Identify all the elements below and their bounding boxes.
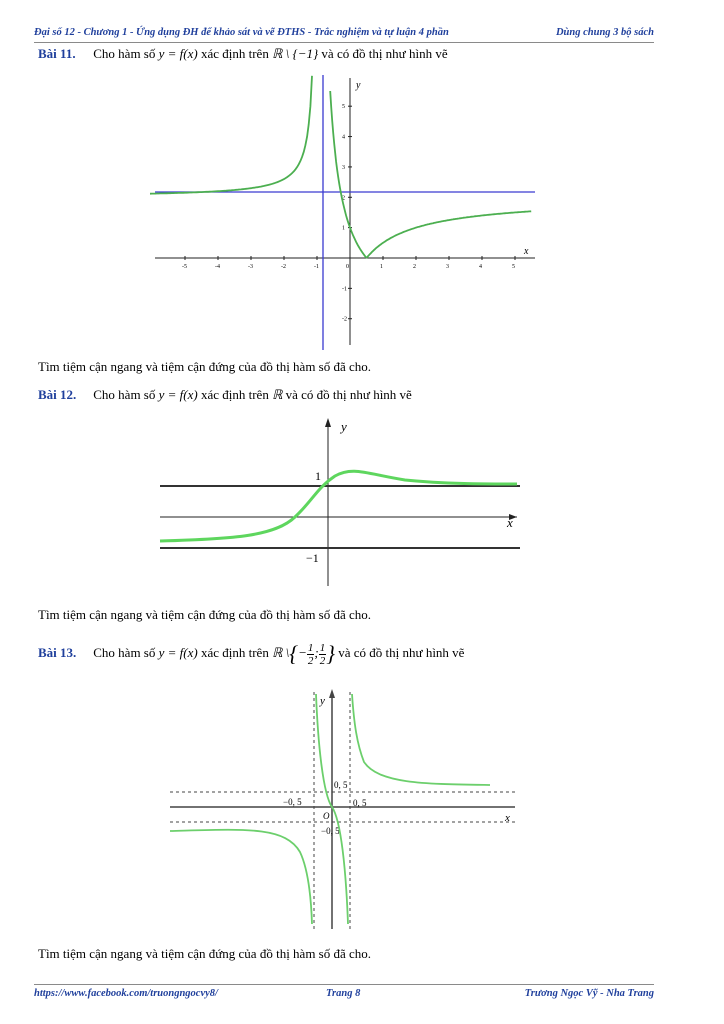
domain-expr: ℝ \ {−1} <box>272 46 319 61</box>
y-tick-label: 1 <box>342 225 345 232</box>
x-tick-label: -2 <box>281 264 286 270</box>
x-axis-label: x <box>505 812 510 824</box>
x-tick-label: 2 <box>413 264 416 270</box>
y-tick-label: 3 <box>342 164 345 171</box>
domain-expr: ℝ <box>272 387 283 402</box>
graph-problem-13 <box>165 684 525 934</box>
label-x-half: 0, 5 <box>353 798 367 808</box>
x-axis-label: x <box>524 246 529 257</box>
y-tick-label: 5 <box>342 104 345 111</box>
problem-13-statement: Bài 13. Cho hàm số y = f(x) xác định trên ℝ \{− $\frac{1}{2}$ ; $\frac{1}{2}$ } và có đồ thị như hình vẽ <box>38 641 465 667</box>
label-y-minus-half: −0, 5 <box>321 826 340 836</box>
graph-problem-12 <box>155 414 525 594</box>
page-footer <box>34 984 654 1003</box>
x-tick-label: 4 <box>479 264 482 270</box>
function-expr: y = f(x) <box>158 387 198 402</box>
axis-ticks <box>182 104 515 323</box>
x-tick-label: -1 <box>314 264 319 270</box>
question-12: Tìm tiệm cận ngang và tiệm cận đứng của đồ thị hàm số đã cho. <box>38 607 372 622</box>
function-expr: y = f(x) <box>158 644 198 660</box>
y-axis-label: y <box>341 419 347 434</box>
curve-left-branch <box>170 830 312 924</box>
problem-label: Bài 13. <box>38 644 77 660</box>
question-13: Tìm tiệm cận ngang và tiệm cận đứng của đồ thị hàm số đã cho. <box>38 946 372 961</box>
label-minus-1: −1 <box>306 551 319 565</box>
problem-label: Bài 12. <box>38 387 77 402</box>
label-y-half: 0, 5 <box>334 780 348 790</box>
y-axis-label: y <box>320 695 325 707</box>
x-axis-label: x <box>507 515 513 530</box>
y-tick-label: -2 <box>342 316 347 323</box>
curve <box>160 471 517 541</box>
origin-label: O <box>323 811 330 821</box>
curve-right-branch <box>352 694 490 785</box>
x-tick-label: 0 <box>346 264 349 270</box>
problem-11-statement: Bài 11. Cho hàm số y = f(x) xác định trên ℝ \ {−1} và có đồ thị như hình vẽ <box>38 46 448 61</box>
footer-author: Trương Ngọc Vỹ - Nha Trang <box>524 988 654 999</box>
y-axis-label: y <box>356 80 361 91</box>
x-tick-label: -3 <box>248 264 253 270</box>
x-tick-label: 5 <box>512 264 515 270</box>
curve-left-branch <box>150 76 312 194</box>
x-tick-label: -4 <box>215 264 220 270</box>
page-header <box>34 27 654 43</box>
header-note: Dùng chung 3 bộ sách <box>555 27 654 38</box>
domain-expr: ℝ \{− $\frac{1}{2}$ ; $\frac{1}{2}$ } <box>272 641 336 667</box>
header-title: Đại số 12 - Chương 1 - Ứng dụng ĐH để khảo sát và vẽ ĐTHS - Trắc nghiệm và tự luận 4 phần <box>34 27 449 38</box>
problem-label: Bài 11. <box>38 46 76 61</box>
question-11: Tìm tiệm cận ngang và tiệm cận đứng của đồ thị hàm số đã cho. <box>38 359 372 374</box>
y-tick-label: 2 <box>342 195 345 202</box>
footer-link[interactable]: https://www.facebook.com/truongngocvy8/ <box>34 988 218 999</box>
graph-problem-11 <box>150 70 540 355</box>
curve-right-branch <box>330 91 531 258</box>
label-x-minus-half: −0, 5 <box>283 797 302 807</box>
label-1: 1 <box>315 469 321 483</box>
y-tick-label: 4 <box>342 134 345 141</box>
x-tick-label: 3 <box>446 264 449 270</box>
x-tick-label: 1 <box>380 264 383 270</box>
x-tick-label: -5 <box>182 264 187 270</box>
problem-12-statement: Bài 12. Cho hàm số y = f(x) xác định trên ℝ và có đồ thị như hình vẽ <box>38 387 412 402</box>
function-expr: y = f(x) <box>158 46 198 61</box>
y-tick-label: -1 <box>342 286 347 293</box>
page-number: Trang 8 <box>326 988 361 999</box>
